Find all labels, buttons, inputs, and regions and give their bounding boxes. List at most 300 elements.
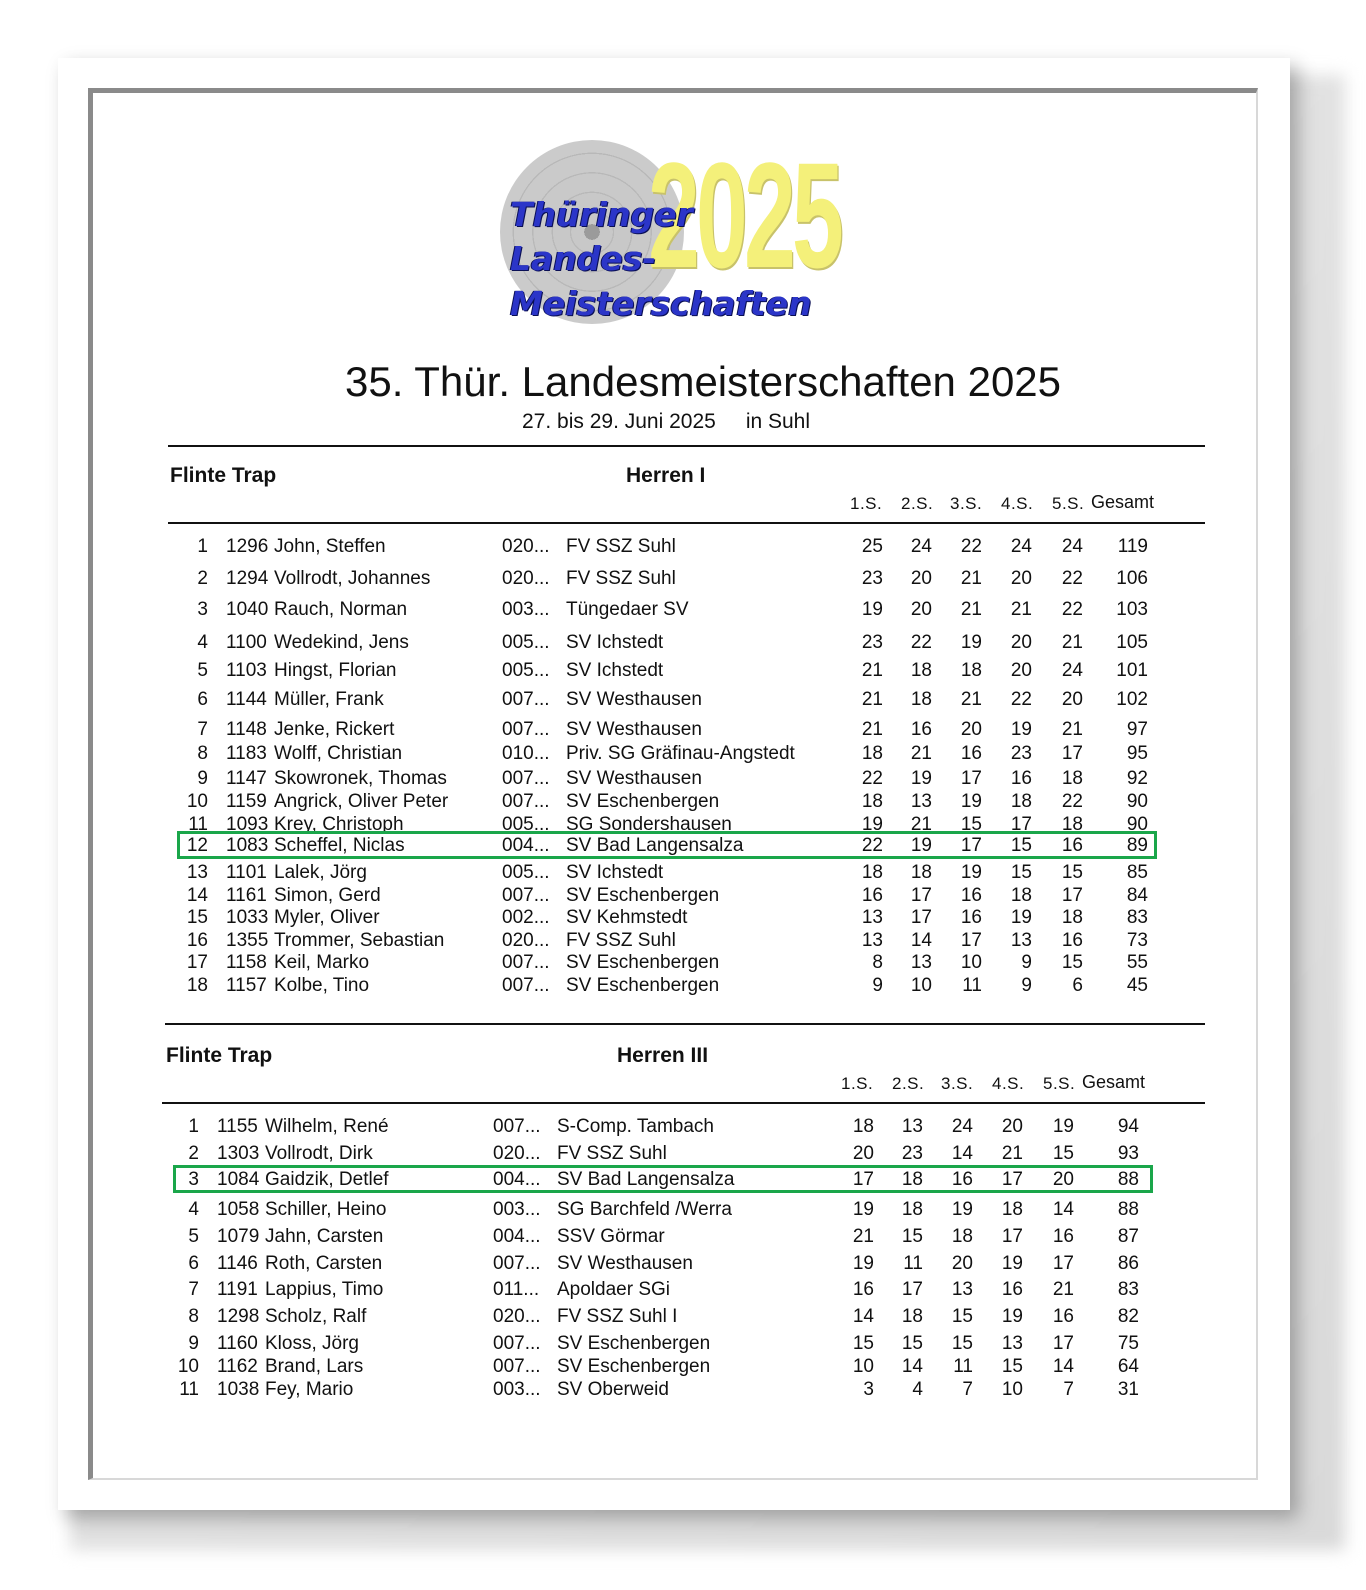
rank-cell: 16 — [186, 930, 208, 951]
series-3-cell: 21 — [960, 689, 982, 710]
shooter-name-cell: Skowronek, Thomas — [274, 768, 447, 789]
series-1-cell: 16 — [852, 1279, 874, 1300]
series-1-cell: 18 — [861, 862, 883, 883]
page-title: 35. Thür. Landesmeisterschaften 2025 — [344, 358, 1062, 405]
shooter-name-cell: Lalek, Jörg — [274, 862, 367, 883]
shooter-name-cell: Scholz, Ralf — [265, 1306, 367, 1327]
club-code-cell: 005... — [502, 862, 550, 883]
series-2-cell: 17 — [910, 907, 932, 928]
divider — [168, 445, 1205, 447]
total-cell: 90 — [1126, 791, 1148, 812]
series-3-cell: 17 — [960, 930, 982, 951]
series-1-cell: 22 — [861, 835, 883, 856]
club-code-cell: 005... — [502, 814, 550, 835]
shooter-name-cell: Müller, Frank — [274, 689, 384, 710]
start-number-cell: 1147 — [226, 768, 267, 789]
series-4-cell: 15 — [1010, 862, 1032, 883]
shooter-name-cell: Jenke, Rickert — [274, 719, 395, 740]
col-head-s3: 3.S. — [941, 1074, 974, 1093]
logo-line-1: Thüringer — [510, 195, 693, 234]
club-name-cell: FV SSZ Suhl I — [557, 1306, 678, 1327]
rank-cell: 3 — [188, 1169, 199, 1190]
club-name-cell: SV Ichstedt — [566, 862, 664, 883]
rank-cell: 9 — [188, 1333, 199, 1354]
series-1-cell: 21 — [861, 719, 883, 740]
rank-cell: 1 — [197, 536, 208, 557]
col-head-s5: 5.S. — [1052, 494, 1085, 513]
start-number-cell: 1084 — [217, 1169, 260, 1190]
start-number-cell: 1100 — [226, 632, 267, 653]
club-code-cell: 020... — [502, 930, 550, 951]
series-3-cell: 14 — [951, 1143, 973, 1164]
logo-line-2: Landes- — [510, 239, 657, 278]
start-number-cell: 1294 — [226, 568, 269, 589]
series-5-cell: 7 — [1063, 1379, 1074, 1400]
series-2-cell: 14 — [910, 930, 932, 951]
series-4-cell: 24 — [1010, 536, 1032, 557]
col-head-s2: 2.S. — [901, 494, 934, 513]
start-number-cell: 1093 — [226, 814, 269, 835]
club-name-cell: SG Barchfeld /Werra — [557, 1199, 732, 1220]
series-2-cell: 19 — [910, 768, 932, 789]
rank-cell: 10 — [186, 791, 208, 812]
series-4-cell: 17 — [1001, 1169, 1023, 1190]
series-5-cell: 24 — [1061, 536, 1083, 557]
club-name-cell: SG Sondershausen — [566, 814, 732, 835]
start-number-cell: 1157 — [226, 975, 267, 996]
championship-logo — [500, 131, 880, 330]
rank-cell: 18 — [186, 975, 208, 996]
total-cell: 88 — [1117, 1169, 1139, 1190]
club-code-cell: 003... — [493, 1379, 541, 1400]
section-1-class: Herren I — [626, 464, 706, 487]
series-3-cell: 16 — [960, 907, 982, 928]
series-1-cell: 23 — [861, 568, 883, 589]
series-2-cell: 23 — [901, 1143, 923, 1164]
series-2-cell: 11 — [903, 1253, 923, 1274]
series-1-cell: 18 — [861, 791, 883, 812]
series-1-cell: 18 — [852, 1116, 874, 1137]
series-3-cell: 19 — [960, 862, 982, 883]
start-number-cell: 1033 — [226, 907, 269, 928]
total-cell: 86 — [1117, 1253, 1139, 1274]
series-1-cell: 14 — [852, 1306, 874, 1327]
total-cell: 45 — [1126, 975, 1148, 996]
club-code-cell: 005... — [502, 660, 550, 681]
series-3-cell: 24 — [951, 1116, 973, 1137]
rank-cell: 5 — [197, 660, 208, 681]
series-3-cell: 21 — [960, 568, 982, 589]
series-4-cell: 22 — [1010, 689, 1032, 710]
club-code-cell: 007... — [493, 1333, 541, 1354]
shooter-name-cell: Angrick, Oliver Peter — [274, 791, 449, 812]
start-number-cell: 1103 — [226, 660, 267, 681]
col-head-s4: 4.S. — [1001, 494, 1034, 513]
series-4-cell: 19 — [1001, 1306, 1023, 1327]
series-5-cell: 22 — [1061, 599, 1083, 620]
shooter-name-cell: Roth, Carsten — [265, 1253, 383, 1274]
shooter-name-cell: Wolff, Christian — [274, 743, 403, 764]
rank-cell: 6 — [197, 689, 208, 710]
club-code-cell: 007... — [493, 1253, 541, 1274]
club-name-cell: SV Kehmstedt — [566, 907, 688, 928]
event-dates: 27. bis 29. Juni 2025 — [522, 410, 716, 433]
club-code-cell: 007... — [502, 768, 550, 789]
col-head-total: Gesamt — [1091, 492, 1155, 512]
series-4-cell: 19 — [1010, 907, 1032, 928]
shooter-name-cell: Gaidzik, Detlef — [265, 1169, 389, 1190]
series-3-cell: 16 — [960, 743, 982, 764]
shooter-name-cell: Wilhelm, René — [265, 1116, 389, 1137]
shooter-name-cell: Myler, Oliver — [274, 907, 380, 928]
total-cell: 95 — [1126, 743, 1148, 764]
series-1-cell: 13 — [861, 930, 883, 951]
rank-cell: 1 — [188, 1116, 199, 1137]
divider — [168, 522, 1205, 524]
series-1-cell: 16 — [861, 885, 883, 906]
series-5-cell: 21 — [1052, 1279, 1074, 1300]
col-head-s5: 5.S. — [1043, 1074, 1076, 1093]
series-3-cell: 13 — [951, 1279, 973, 1300]
series-4-cell: 20 — [1010, 660, 1032, 681]
total-cell: 97 — [1126, 719, 1148, 740]
series-3-cell: 10 — [960, 952, 982, 973]
series-3-cell: 15 — [960, 814, 982, 835]
series-1-cell: 8 — [872, 952, 883, 973]
series-5-cell: 17 — [1061, 743, 1083, 764]
series-5-cell: 18 — [1061, 768, 1083, 789]
total-cell: 84 — [1126, 885, 1148, 906]
start-number-cell: 1079 — [217, 1226, 260, 1247]
club-name-cell: SV Bad Langensalza — [566, 835, 744, 856]
shooter-name-cell: Wedekind, Jens — [274, 632, 409, 653]
club-code-cell: 004... — [493, 1169, 541, 1190]
club-name-cell: SV Oberweid — [557, 1379, 669, 1400]
club-name-cell: SV Eschenbergen — [566, 885, 720, 906]
series-2-cell: 24 — [910, 536, 932, 557]
total-cell: 83 — [1126, 907, 1148, 928]
series-4-cell: 15 — [1010, 835, 1032, 856]
club-name-cell: SSV Görmar — [557, 1226, 665, 1247]
series-1-cell: 19 — [852, 1253, 874, 1274]
shooter-name-cell: Keil, Marko — [274, 952, 370, 973]
start-number-cell: 1183 — [226, 743, 267, 764]
series-3-cell: 15 — [951, 1333, 973, 1354]
start-number-cell: 1296 — [226, 536, 269, 557]
series-4-cell: 17 — [1010, 814, 1032, 835]
club-code-cell: 010... — [502, 743, 550, 764]
shooter-name-cell: Scheffel, Niclas — [274, 835, 405, 856]
logo-year: 2025 — [648, 131, 841, 299]
total-cell: 73 — [1126, 930, 1148, 951]
series-5-cell: 19 — [1052, 1116, 1074, 1137]
total-cell: 94 — [1117, 1116, 1139, 1137]
series-4-cell: 18 — [1001, 1199, 1023, 1220]
club-name-cell: SV Eschenbergen — [566, 952, 720, 973]
series-1-cell: 21 — [852, 1226, 874, 1247]
club-code-cell: 007... — [502, 791, 550, 812]
series-3-cell: 16 — [960, 885, 982, 906]
series-5-cell: 18 — [1061, 907, 1083, 928]
series-4-cell: 9 — [1021, 952, 1032, 973]
club-name-cell: SV Westhausen — [557, 1253, 693, 1274]
series-2-cell: 18 — [901, 1169, 923, 1190]
series-4-cell: 10 — [1001, 1379, 1023, 1400]
rank-cell: 7 — [188, 1279, 199, 1300]
section-2-discipline: Flinte Trap — [166, 1044, 273, 1067]
series-5-cell: 17 — [1061, 885, 1083, 906]
club-code-cell: 004... — [502, 835, 550, 856]
series-5-cell: 15 — [1061, 952, 1083, 973]
series-1-cell: 22 — [861, 768, 883, 789]
rank-cell: 6 — [188, 1253, 199, 1274]
series-2-cell: 4 — [912, 1379, 923, 1400]
series-4-cell: 23 — [1010, 743, 1032, 764]
series-5-cell: 24 — [1061, 660, 1083, 681]
start-number-cell: 1144 — [226, 689, 267, 710]
col-head-s3: 3.S. — [950, 494, 983, 513]
series-2-cell: 16 — [910, 719, 932, 740]
series-5-cell: 16 — [1061, 930, 1083, 951]
start-number-cell: 1298 — [217, 1306, 260, 1327]
series-2-cell: 13 — [901, 1116, 923, 1137]
event-subtitle — [522, 410, 810, 434]
series-4-cell: 20 — [1001, 1116, 1023, 1137]
start-number-cell: 1158 — [226, 952, 267, 973]
shooter-name-cell: Lappius, Timo — [265, 1279, 384, 1300]
series-2-cell: 10 — [910, 975, 932, 996]
shooter-name-cell: John, Steffen — [274, 536, 386, 557]
club-code-cell: 004... — [493, 1226, 541, 1247]
divider — [165, 1023, 1205, 1025]
club-code-cell: 020... — [493, 1143, 541, 1164]
club-code-cell: 007... — [493, 1356, 541, 1377]
club-name-cell: Apoldaer SGi — [557, 1279, 671, 1300]
total-cell: 85 — [1126, 862, 1148, 883]
start-number-cell: 1355 — [226, 930, 269, 951]
col-head-total: Gesamt — [1082, 1072, 1146, 1092]
rank-cell: 9 — [197, 768, 208, 789]
rank-cell: 8 — [188, 1306, 199, 1327]
series-5-cell: 16 — [1061, 835, 1083, 856]
rank-cell: 11 — [188, 814, 208, 835]
shooter-name-cell: Simon, Gerd — [274, 885, 381, 906]
club-name-cell: SV Bad Langensalza — [557, 1169, 735, 1190]
rank-cell: 17 — [186, 952, 208, 973]
total-cell: 87 — [1117, 1226, 1139, 1247]
series-2-cell: 17 — [901, 1279, 923, 1300]
club-name-cell: SV Ichstedt — [566, 632, 664, 653]
series-5-cell: 14 — [1052, 1199, 1074, 1220]
series-3-cell: 17 — [960, 835, 982, 856]
series-5-cell: 6 — [1072, 975, 1083, 996]
rank-cell: 2 — [197, 568, 208, 589]
series-5-cell: 15 — [1061, 862, 1083, 883]
series-4-cell: 16 — [1001, 1279, 1023, 1300]
series-4-cell: 13 — [1010, 930, 1032, 951]
total-cell: 55 — [1126, 952, 1148, 973]
series-3-cell: 18 — [951, 1226, 973, 1247]
series-4-cell: 18 — [1010, 885, 1032, 906]
total-cell: 102 — [1116, 689, 1148, 710]
start-number-cell: 1162 — [217, 1356, 258, 1377]
series-3-cell: 19 — [960, 632, 982, 653]
series-2-cell: 14 — [901, 1356, 923, 1377]
series-1-cell: 21 — [861, 689, 883, 710]
club-name-cell: SV Eschenbergen — [557, 1356, 711, 1377]
series-1-cell: 21 — [861, 660, 883, 681]
series-1-cell: 23 — [861, 632, 883, 653]
series-2-cell: 15 — [901, 1226, 923, 1247]
club-name-cell: FV SSZ Suhl — [566, 568, 676, 589]
series-1-cell: 10 — [852, 1356, 874, 1377]
start-number-cell: 1148 — [226, 719, 267, 740]
total-cell: 90 — [1126, 814, 1148, 835]
series-1-cell: 19 — [861, 599, 883, 620]
series-4-cell: 19 — [1001, 1253, 1023, 1274]
rank-cell: 13 — [186, 862, 208, 883]
club-name-cell: S-Comp. Tambach — [557, 1116, 714, 1137]
rank-cell: 5 — [188, 1226, 199, 1247]
club-name-cell: SV Westhausen — [566, 768, 702, 789]
series-2-cell: 20 — [910, 568, 932, 589]
series-3-cell: 21 — [960, 599, 982, 620]
series-5-cell: 15 — [1052, 1143, 1074, 1164]
series-5-cell: 21 — [1061, 632, 1083, 653]
club-code-cell: 007... — [502, 689, 550, 710]
highlighted-row-frame — [173, 1165, 1153, 1193]
series-3-cell: 19 — [951, 1199, 973, 1220]
series-2-cell: 17 — [910, 885, 932, 906]
series-1-cell: 13 — [861, 907, 883, 928]
series-5-cell: 21 — [1061, 719, 1083, 740]
club-name-cell: SV Westhausen — [566, 689, 702, 710]
club-name-cell: SV Eschenbergen — [566, 791, 720, 812]
rank-cell: 4 — [197, 632, 208, 653]
series-3-cell: 20 — [960, 719, 982, 740]
series-5-cell: 20 — [1061, 689, 1083, 710]
total-cell: 103 — [1116, 599, 1148, 620]
series-4-cell: 20 — [1010, 632, 1032, 653]
shooter-name-cell: Jahn, Carsten — [265, 1226, 384, 1247]
club-code-cell: 002... — [502, 907, 550, 928]
club-code-cell: 005... — [502, 632, 550, 653]
start-number-cell: 1040 — [226, 599, 269, 620]
series-4-cell: 18 — [1010, 791, 1032, 812]
series-2-cell: 20 — [910, 599, 932, 620]
series-2-cell: 18 — [901, 1306, 923, 1327]
club-code-cell: 007... — [502, 719, 550, 740]
total-cell: 82 — [1117, 1306, 1139, 1327]
series-4-cell: 19 — [1010, 719, 1032, 740]
club-name-cell: SV Eschenbergen — [566, 975, 720, 996]
total-cell: 93 — [1117, 1143, 1139, 1164]
series-5-cell: 22 — [1061, 568, 1083, 589]
total-cell: 106 — [1116, 568, 1148, 589]
club-name-cell: FV SSZ Suhl — [566, 930, 676, 951]
series-5-cell: 14 — [1052, 1356, 1074, 1377]
start-number-cell: 1101 — [226, 862, 267, 883]
start-number-cell: 1058 — [217, 1199, 260, 1220]
start-number-cell: 1159 — [226, 791, 267, 812]
series-3-cell: 16 — [951, 1169, 973, 1190]
club-code-cell: 020... — [493, 1306, 541, 1327]
shooter-name-cell: Fey, Mario — [265, 1379, 354, 1400]
total-cell: 119 — [1117, 536, 1148, 557]
club-code-cell: 007... — [493, 1116, 541, 1137]
club-code-cell: 020... — [502, 536, 550, 557]
start-number-cell: 1191 — [217, 1279, 258, 1300]
total-cell: 89 — [1126, 835, 1148, 856]
series-3-cell: 19 — [960, 791, 982, 812]
series-1-cell: 19 — [861, 814, 883, 835]
series-1-cell: 17 — [852, 1169, 874, 1190]
series-1-cell: 18 — [861, 743, 883, 764]
rank-cell: 8 — [197, 743, 208, 764]
col-head-s2: 2.S. — [892, 1074, 925, 1093]
series-2-cell: 22 — [910, 632, 932, 653]
total-cell: 105 — [1116, 632, 1148, 653]
shooter-name-cell: Kloss, Jörg — [265, 1333, 359, 1354]
club-name-cell: SV Westhausen — [566, 719, 702, 740]
shooter-name-cell: Trommer, Sebastian — [274, 930, 445, 951]
total-cell: 88 — [1117, 1199, 1139, 1220]
series-4-cell: 9 — [1021, 975, 1032, 996]
total-cell: 75 — [1117, 1333, 1139, 1354]
shooter-name-cell: Rauch, Norman — [274, 599, 408, 620]
series-2-cell: 13 — [910, 952, 932, 973]
series-4-cell: 13 — [1001, 1333, 1023, 1354]
series-2-cell: 18 — [910, 862, 932, 883]
club-code-cell: 007... — [502, 975, 550, 996]
shooter-name-cell: Vollrodt, Johannes — [274, 568, 431, 589]
rank-cell: 3 — [197, 599, 208, 620]
series-4-cell: 21 — [1010, 599, 1032, 620]
club-name-cell: Tüngedaer SV — [566, 599, 689, 620]
series-3-cell: 15 — [951, 1306, 973, 1327]
series-2-cell: 18 — [901, 1199, 923, 1220]
club-name-cell: SV Ichstedt — [566, 660, 664, 681]
rank-cell: 15 — [186, 907, 208, 928]
start-number-cell: 1155 — [217, 1116, 258, 1137]
series-1-cell: 15 — [852, 1333, 874, 1354]
club-name-cell: Priv. SG Gräfinau-Angstedt — [566, 743, 795, 764]
highlighted-row-frame — [177, 831, 1157, 859]
series-2-cell: 18 — [910, 660, 932, 681]
col-head-s4: 4.S. — [992, 1074, 1025, 1093]
series-5-cell: 18 — [1061, 814, 1083, 835]
total-cell: 83 — [1117, 1279, 1139, 1300]
rank-cell: 11 — [179, 1379, 199, 1400]
section-2-class: Herren III — [617, 1044, 709, 1067]
col-head-s1: 1.S. — [850, 494, 883, 513]
rank-cell: 12 — [186, 835, 208, 856]
start-number-cell: 1161 — [226, 885, 267, 906]
series-5-cell: 16 — [1052, 1306, 1074, 1327]
start-number-cell: 1303 — [217, 1143, 260, 1164]
event-place: in Suhl — [745, 410, 811, 433]
series-2-cell: 21 — [910, 743, 932, 764]
total-cell: 64 — [1117, 1356, 1139, 1377]
rank-cell: 2 — [188, 1143, 199, 1164]
club-name-cell: FV SSZ Suhl — [566, 536, 676, 557]
series-4-cell: 20 — [1010, 568, 1032, 589]
rank-cell: 10 — [177, 1356, 199, 1377]
series-1-cell: 25 — [861, 536, 883, 557]
shooter-name-cell: Kolbe, Tino — [274, 975, 370, 996]
series-3-cell: 22 — [960, 536, 982, 557]
series-3-cell: 17 — [960, 768, 982, 789]
